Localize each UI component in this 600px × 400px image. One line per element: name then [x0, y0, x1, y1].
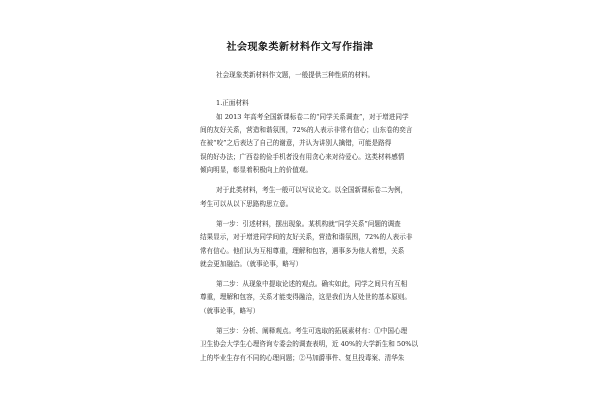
body-line: 常有信心。他们认为互相尊重，理解和包容，遇事多为他人着想，关系 — [200, 247, 405, 255]
body-line: 尊重，理解和包容，关系才能变得融洽，这是我们为人处世的基本原则。 — [200, 293, 411, 301]
body-line: 就会更加融洽。（就事论事，略写） — [200, 260, 303, 268]
body-line: （就事论事，略写） — [200, 307, 260, 315]
body-line: 第二步：从现象中提取论述的观点。确实如此，同学之间只有互相 — [216, 280, 408, 288]
body-line: 倾向明显，彰显着积极向上的价值观。 — [200, 166, 313, 174]
section-heading: 1.正面材料 — [216, 99, 249, 107]
intro-line: 社会现象类新材料作文题，一般提供三种性质的材料。 — [216, 71, 375, 79]
body-line: 在被“咬”之后表达了自己的谢意，并认为讲别人擒错，可能是路得 — [200, 139, 392, 147]
body-line: 上的毕业生存有不同的心理问题；②马加爵事件、复旦投毒案、清华朱 — [200, 354, 405, 362]
body-line: 卫生协会大学生心理咨询专委会的调查表明，近 40%的大学新生和 50%以 — [200, 340, 419, 348]
body-line: 对于此类材料，考生一般可以写议论文。以全国新课标卷二为例， — [216, 186, 408, 194]
body-line: 考生可以从以下思路构思立意。 — [200, 200, 293, 208]
body-line: 结果显示，对于增进同学间的友好关系，营造和谐氛围，72%的人表示非 — [200, 233, 413, 241]
body-line: 第三步：分析、阐释观点。考生可选取的拓展素材有：①中国心理 — [216, 327, 408, 335]
body-line: 第一步：引述材料，摆出现象。某机构就“同学关系”问题的调查 — [216, 220, 401, 228]
body-line: 误的好办法；广西卷的俭手机者没有用贪心来对待爱心。这类材料感情 — [200, 153, 405, 161]
body-line: 间的友好关系，营造和谐氛围，72%的人表示非常有信心；山东卷的奕言 — [200, 126, 413, 134]
document-title: 社会现象类新材料作文写作指津 — [226, 42, 374, 53]
body-line: 如 2013 年高考全国新课标卷二的“同学关系调查”，对于增进同学 — [216, 113, 409, 121]
